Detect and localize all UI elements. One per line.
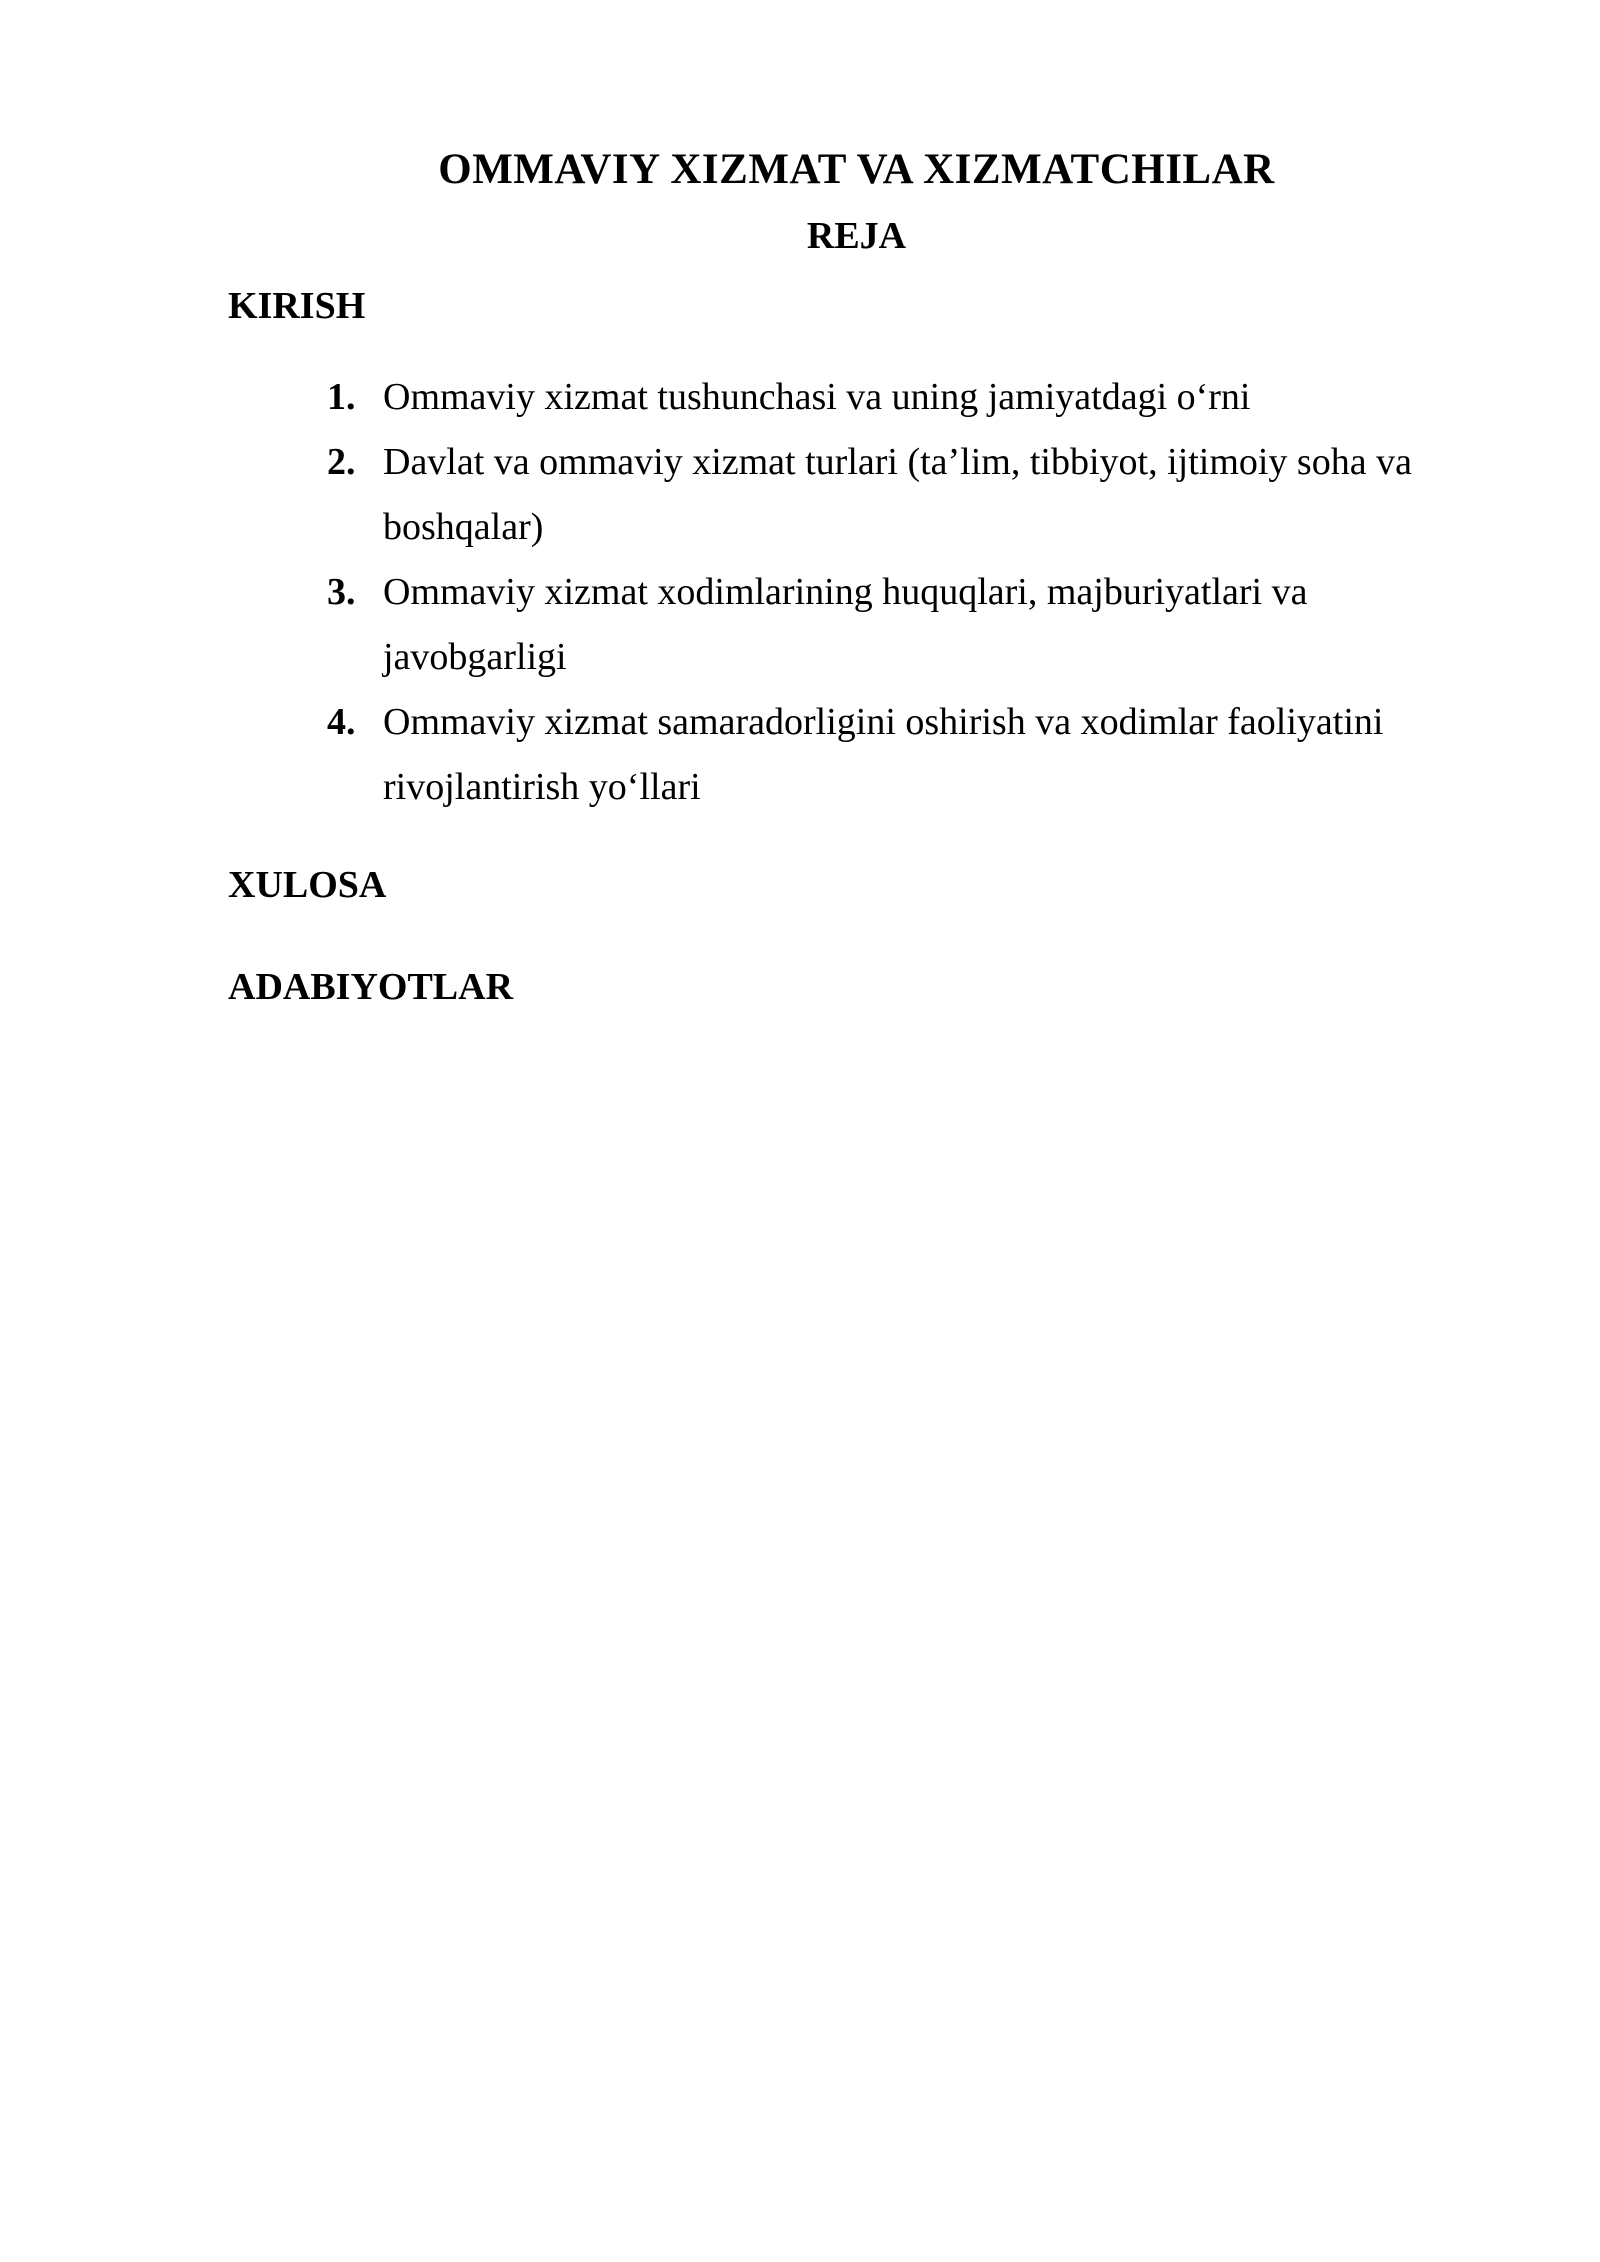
plan-item-text: Davlat va ommaviy xizmat turlari (ta’lim, tibbiyot, ijtimoiy soha va boshqalar) (383, 441, 1412, 548)
plan-item-text: Ommaviy xizmat tushunchasi va uning jamiyatdagi o‘rni (383, 376, 1251, 418)
document-title: OMMAVIY XIZMAT VA XIZMATCHILAR (438, 146, 1275, 193)
plan-item-text: Ommaviy xizmat xodimlarining huquqlari, majburiyatlari va javobgarligi (383, 571, 1308, 678)
plan-item-text: Ommaviy xizmat samaradorligini oshirish va xodimlar faoliyatini rivojlantirish yo‘llari (383, 701, 1384, 808)
section-heading-adabiyotlar: ADABIYOTLAR (228, 966, 514, 1008)
plan-item (327, 690, 1485, 820)
plan-item-number: 2. (327, 441, 356, 483)
section-heading-xulosa: XULOSA (228, 864, 387, 906)
plan-item-number: 3. (327, 571, 356, 613)
plan-label: REJA (806, 215, 907, 257)
plan-item (327, 430, 1485, 560)
plan-item-number: 4. (327, 701, 356, 743)
plan-list (228, 365, 1485, 820)
section-heading-kirish: KIRISH (228, 285, 366, 327)
plan-item-number: 1. (327, 376, 356, 418)
plan-item (327, 365, 1485, 430)
plan-item (327, 560, 1485, 690)
